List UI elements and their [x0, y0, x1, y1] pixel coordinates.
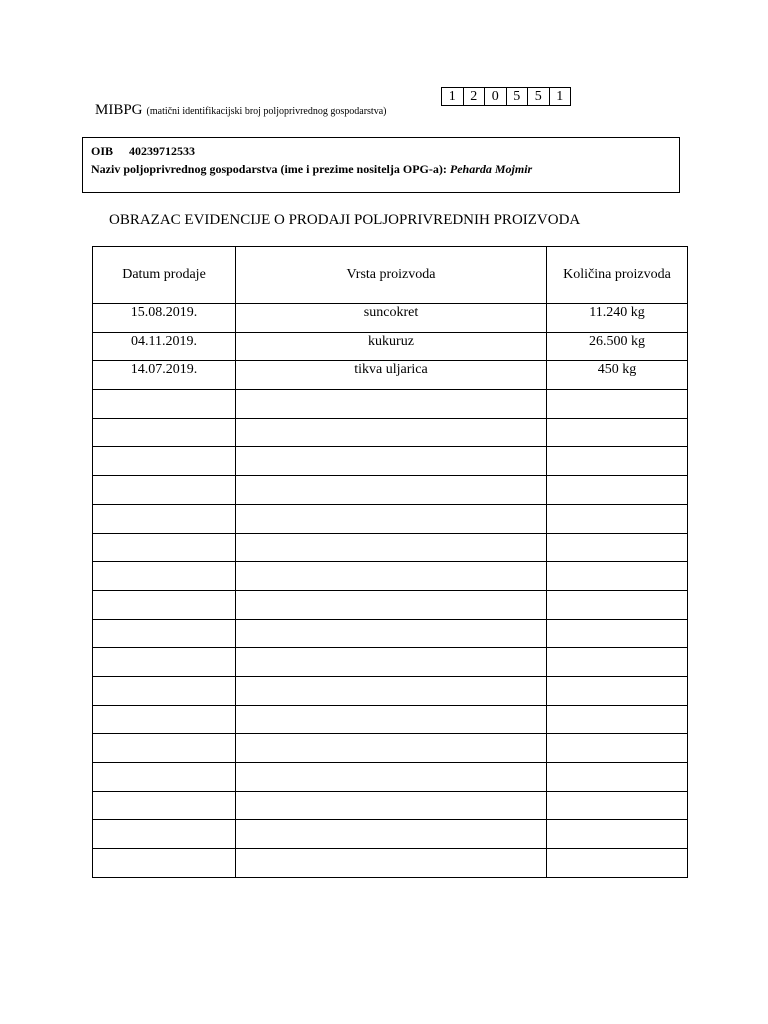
quantity-cell: [547, 648, 688, 677]
quantity-cell: 11.240 kg: [547, 304, 688, 333]
date-cell: [93, 820, 236, 849]
product-type-cell: [236, 418, 547, 447]
farm-name-row: [91, 160, 671, 178]
form-title: OBRAZAC EVIDENCIJE O PRODAJI POLJOPRIVREDNIH PROIZVODA: [109, 212, 581, 228]
product-type-cell: suncokret: [236, 304, 547, 333]
quantity-cell: [547, 676, 688, 705]
table-row: [93, 390, 688, 419]
product-type-cell: [236, 648, 547, 677]
table-row: [93, 476, 688, 505]
product-type-cell: [236, 763, 547, 792]
farm-name-value: Peharda Mojmir: [449, 162, 533, 176]
date-cell: 15.08.2019.: [93, 304, 236, 333]
oib-row: [91, 142, 671, 160]
table-body: [93, 304, 688, 878]
table-row: [93, 791, 688, 820]
table-row: [93, 418, 688, 447]
mibpg-line: [95, 101, 386, 119]
product-type-cell: [236, 619, 547, 648]
date-cell: [93, 590, 236, 619]
quantity-cell: [547, 504, 688, 533]
table-row: [93, 504, 688, 533]
quantity-cell: [547, 533, 688, 562]
product-type-cell: [236, 791, 547, 820]
mibpg-digit: 0: [485, 88, 507, 105]
quantity-cell: [547, 418, 688, 447]
quantity-cell: [547, 447, 688, 476]
table-row: [93, 562, 688, 591]
product-type-cell: [236, 705, 547, 734]
quantity-cell: [547, 476, 688, 505]
date-cell: [93, 562, 236, 591]
quantity-cell: [547, 619, 688, 648]
mibpg-digit: 5: [507, 88, 529, 105]
table-row: [93, 533, 688, 562]
quantity-cell: [547, 849, 688, 878]
date-cell: [93, 390, 236, 419]
quantity-cell: 26.500 kg: [547, 332, 688, 361]
header-date: Datum prodaje: [93, 247, 236, 304]
product-type-cell: [236, 447, 547, 476]
product-type-cell: [236, 590, 547, 619]
mibpg-digit: 2: [464, 88, 486, 105]
product-type-cell: tikva uljarica: [236, 361, 547, 390]
mibpg-description: (matični identifikacijski broj poljoprivrednog gospodarstva): [146, 106, 387, 117]
farm-name-label: Naziv poljoprivrednog gospodarstva (ime i prezime nositelja OPG-a):: [91, 162, 447, 176]
quantity-cell: [547, 734, 688, 763]
quantity-cell: [547, 705, 688, 734]
product-type-cell: [236, 390, 547, 419]
date-cell: [93, 849, 236, 878]
quantity-cell: [547, 763, 688, 792]
table-row: [93, 332, 688, 361]
quantity-cell: [547, 562, 688, 591]
date-cell: [93, 676, 236, 705]
table-row: [93, 361, 688, 390]
product-type-cell: [236, 562, 547, 591]
product-type-cell: [236, 734, 547, 763]
mibpg-digit: 1: [556, 89, 564, 104]
date-cell: [93, 447, 236, 476]
product-type-cell: [236, 504, 547, 533]
table-row: [93, 304, 688, 333]
table-row: [93, 648, 688, 677]
mibpg-digit-boxes: [441, 87, 571, 106]
table-row: [93, 590, 688, 619]
product-type-cell: [236, 820, 547, 849]
product-type-cell: kukuruz: [236, 332, 547, 361]
quantity-cell: [547, 820, 688, 849]
table-row: [93, 763, 688, 792]
header-product-type: Vrsta proizvoda: [236, 247, 547, 304]
date-cell: [93, 763, 236, 792]
table-row: [93, 619, 688, 648]
mibpg-digit: 5: [528, 88, 550, 105]
header-quantity: Količina proizvoda: [547, 247, 688, 304]
mibpg-label: MIBPG: [95, 102, 143, 118]
farm-info-box: [82, 137, 680, 193]
product-type-cell: [236, 533, 547, 562]
table-row: [93, 676, 688, 705]
date-cell: [93, 418, 236, 447]
mibpg-digit: 1: [442, 88, 464, 105]
table-row: [93, 705, 688, 734]
table-header-row: [93, 247, 688, 304]
product-type-cell: [236, 849, 547, 878]
date-cell: [93, 705, 236, 734]
date-cell: [93, 734, 236, 763]
quantity-cell: [547, 791, 688, 820]
oib-label: OIB: [91, 144, 114, 158]
date-cell: [93, 504, 236, 533]
date-cell: [93, 619, 236, 648]
table-row: [93, 447, 688, 476]
date-cell: [93, 648, 236, 677]
table-row: [93, 734, 688, 763]
product-type-cell: [236, 676, 547, 705]
product-type-cell: [236, 476, 547, 505]
date-cell: 04.11.2019.: [93, 332, 236, 361]
quantity-cell: [547, 590, 688, 619]
quantity-cell: 450 kg: [547, 361, 688, 390]
table-row: [93, 849, 688, 878]
date-cell: 14.07.2019.: [93, 361, 236, 390]
oib-value: 40239712533: [129, 144, 196, 158]
date-cell: [93, 791, 236, 820]
date-cell: [93, 476, 236, 505]
date-cell: [93, 533, 236, 562]
quantity-cell: [547, 390, 688, 419]
sales-table: [92, 246, 688, 878]
table-row: [93, 820, 688, 849]
